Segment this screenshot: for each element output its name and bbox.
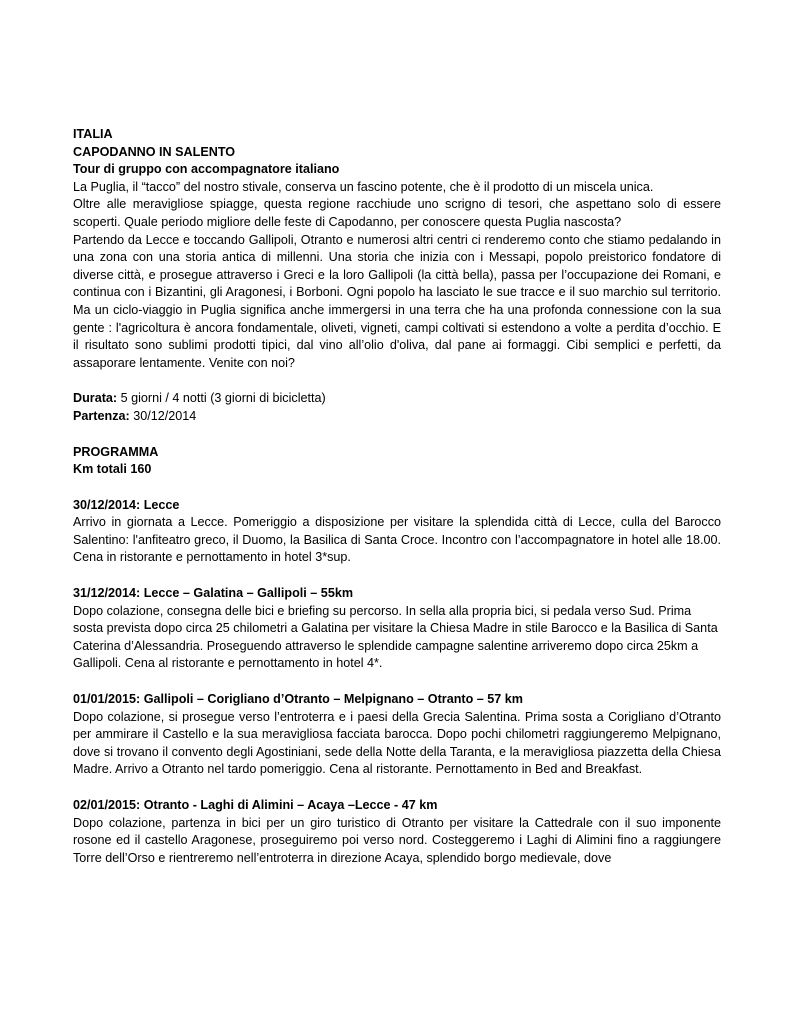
day-text: Dopo colazione, si prosegue verso l’entroterra e i paesi della Grecia Salentina. Prima sosta a Corigliano d’Otranto per ammirare il Castello e la sua meravigliosa facciata barocca. Dopo pochi chilometri raggiungeremo Melpignano, dove si trovano il convento degli Agostiniani, sede della Notte della Taranta, e la meravigliosa piazzetta della Chiesa Madre. Arrivo a Otranto nel tardo pomeriggio. Cena al ristorante. Pernottamento in Bed and Breakfast. — [73, 709, 721, 777]
day-text: Dopo colazione, partenza in bici per un giro turistico di Otranto per visitare la Cattedrale con il suo imponente rosone ed il castello Aragonese, proseguiremo poi verso nord. Costeggeremo i Laghi di Alimini fino a raggiungere Torre dell’Orso e rientreremo nell’entroterra in direzione Acaya, splendido borgo medievale, dove — [73, 815, 721, 865]
programma-label: PROGRAMMA — [73, 444, 159, 459]
day-4 — [73, 797, 721, 867]
programma-header — [73, 444, 721, 479]
day-heading: 30/12/2014: Lecce — [73, 497, 180, 512]
intro-paragraph-2: Oltre alle meravigliose spiagge, questa regione racchiude uno scrigno di tesori, che aspettano solo di essere scoperti. Quale periodo migliore delle feste di Capodanno, per conoscere questa Puglia nascosta? — [73, 197, 721, 229]
document-title: ITALIA — [73, 127, 113, 141]
day-heading: 31/12/2014: Lecce – Galatina – Gallipoli – 55km — [73, 586, 354, 601]
partenza-label: Partenza: — [73, 408, 130, 423]
km-totali: Km totali 160 — [73, 462, 152, 477]
day-3 — [73, 691, 721, 779]
durata-value: 5 giorni / 4 notti (3 giorni di bicicletta) — [117, 391, 326, 406]
day-2 — [73, 585, 721, 673]
document-subtitle: CAPODANNO IN SALENTO — [73, 144, 236, 159]
day-heading: 01/01/2015: Gallipoli – Corigliano d’Otranto – Melpignano – Otranto – 57 km — [73, 692, 523, 707]
intro-paragraph-3: Partendo da Lecce e toccando Gallipoli, Otranto e numerosi altri centri ci renderemo conto che stiamo pedalando in una zona con una storia antica di millenni. Una storia che inizia con i Messapi, popolo preistorico fondatore di diverse città, e prosegue attraverso i Greci e la loro Gallipoli (la città bella), passa per l’occupazione dei Romani, e continua con i Bizantini, gli Aragonesi, i Borboni. Ogni popolo ha lasciato le sue tracce e il suo marchio sul territorio. Ma un ciclo-viaggio in Puglia significa anche immergersi in una terra che ha una profonda connessione con la sua gente : l'agricoltura è ancora fondamentale, oliveti, vigneti, campi coltivati si estendono a volte a perdita d’occhio. E il risultato sono sublimi prodotti tipici, dal vino all’olio d'oliva, dal pane ai formaggi. Cibi semplici e perfetti, da assaporare lentamente. Venite con noi? — [73, 232, 721, 370]
day-heading: 02/01/2015: Otranto - Laghi di Alimini – Acaya –Lecce - 47 km — [73, 798, 438, 812]
durata-label: Durata: — [73, 391, 118, 406]
trip-details — [73, 390, 721, 425]
partenza-value: 30/12/2014 — [129, 408, 197, 423]
partenza-line — [73, 408, 721, 426]
durata-line — [73, 390, 721, 408]
intro-line-1: La Puglia, il “tacco” del nostro stivale, conserva un fascino potente, che è il prodotto di un miscela unica. — [73, 179, 654, 194]
day-text: Arrivo in giornata a Lecce. Pomeriggio a disposizione per visitare la splendida città di Lecce, culla del Barocco Salentino: l'anfiteatro greco, il Duomo, la Basilica di Santa Croce. Incontro con l’accompagnatore in hotel alle 18.00. Cena in ristorante e pernottamento in hotel 3*sup. — [73, 515, 721, 565]
intro-section — [73, 179, 721, 373]
day-text: Dopo colazione, consegna delle bici e briefing su percorso. In sella alla propria bici, si pedala verso Sud. Prima sosta prevista dopo circa 25 chilometri a Galatina per visitare la Chiesa Madre in stile Barocco e la Basilica di Santa Caterina d’Alessandria. Proseguendo attraverso le splendide campagne salentine arriveremo dopo circa 25km a Gallipoli. Cena al ristorante e pernottamento in hotel 4*. — [73, 603, 718, 671]
tour-heading: Tour di gruppo con accompagnatore italiano — [73, 162, 340, 177]
day-1 — [73, 497, 721, 567]
document-page — [73, 126, 721, 867]
